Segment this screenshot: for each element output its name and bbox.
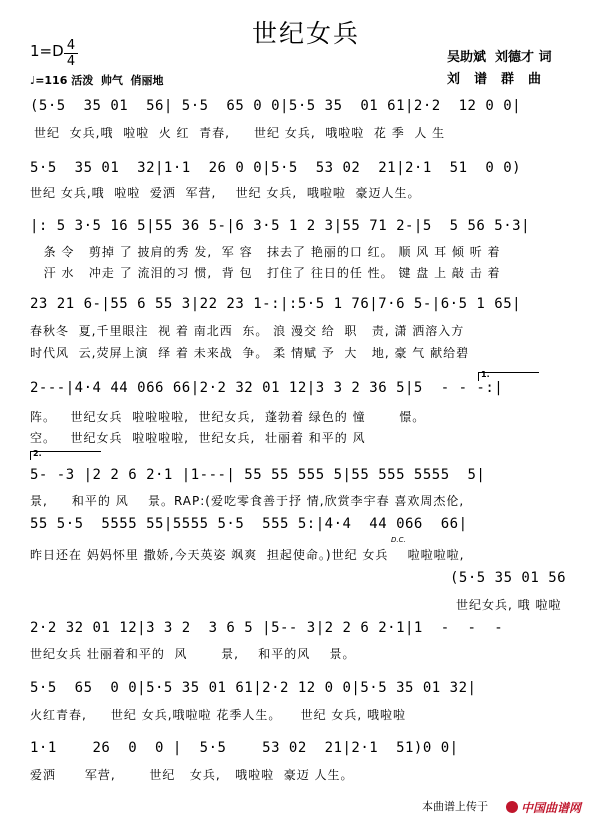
lyricist-credit: 吴助斌 刘德才 词	[447, 50, 552, 65]
time-signature-top: 4	[66, 38, 76, 53]
lyric-row: 汗 水 冲走 了 流泪的习 惯, 背 包 打住了 往日的任 性。 键 盘 上 敲 击 着	[34, 266, 501, 280]
lyric-row: 阵。 世纪女兵 啦啦啦啦, 世纪女兵, 蓬勃着 绿色的 憧 憬。	[30, 410, 426, 424]
lyric-row: 时代风 云,荧屏上演 绎 着 未来战 争。 柔 情赋 予 大 地, 豪 气 献给碧	[30, 346, 470, 360]
notation-row: 2·2 32 01 12|3 3 2 3 6 5 |5-- 3|2 2 6 2·1|1 - - -	[30, 620, 504, 636]
song-title: 世纪女兵	[251, 19, 360, 48]
lyric-row: 世纪 女兵,哦 啦啦 火 红 青春, 世纪 女兵, 哦啦啦 花 季 人 生	[34, 126, 446, 140]
ending-2-label: 2.	[33, 449, 42, 458]
tempo-marking: ♩=116 活泼 帅气 俏丽地	[30, 74, 164, 87]
lyric-row: 世纪女兵 壮丽着和平的 风 景, 和平的风 景。	[30, 647, 356, 661]
notation-row: 5·5 35 01 32|1·1 26 0 0|5·5 53 02 21|2·1 51 0 0)	[30, 160, 522, 176]
logo-text: 中国曲谱网	[521, 801, 582, 815]
notation-row: |: 5 3·5 16 5|55 36 5-|6 3·5 1 2 3|55 71 2-|5 5 56 5·3|	[30, 218, 531, 234]
lyric-row: 昨日还在 妈妈怀里 撒娇,今天英姿 飒爽 担起使命。)世纪 女兵 啦啦啦啦,	[30, 548, 465, 562]
logo-mark-icon	[506, 801, 518, 813]
notation-row: 5- -3 |2 2 6 2·1 |1---| 55 55 555 5|55 555 5555 5|	[30, 467, 486, 483]
composer-credit: 刘谱群曲	[447, 72, 556, 87]
lyric-row: 条 令 剪掉 了 披肩的秀 发, 军 容 抹去了 艳丽的口 红。 顺 风 耳 倾 听 着	[34, 245, 501, 259]
notation-row: 2---|4·4 44 066 66|2·2 32 01 12|3 3 2 36 5|5 - - -:|	[30, 380, 504, 396]
lyric-row: 景, 和平的 风 景。RAP:(爱吃零食善于抒 情,欣赏李宇春 喜欢周杰伦,	[30, 494, 465, 508]
lyric-row: 火红青春, 世纪 女兵,哦啦啦 花季人生。 世纪 女兵, 哦啦啦	[30, 708, 407, 722]
notation-row: 23 21 6-|55 6 55 3|22 23 1-:|:5·5 1 76|7·6 5-|6·5 1 65|	[30, 296, 522, 312]
lyric-row: 世纪女兵, 哦 啦啦	[456, 598, 562, 612]
time-signature	[64, 38, 78, 69]
ending-1-label: 1.	[481, 370, 490, 379]
lyric-row: 世纪 女兵,哦 啦啦 爱洒 军营, 世纪 女兵, 哦啦啦 豪迈人生。	[30, 186, 421, 200]
dc-marker: D.C.	[391, 536, 406, 544]
notation-row: (5·5 35 01 56	[450, 570, 567, 586]
site-logo	[506, 799, 598, 815]
footer-text: 本曲谱上传于	[422, 800, 488, 813]
lyric-row: 爱洒 军营, 世纪 女兵, 哦啦啦 豪迈 人生。	[30, 768, 354, 782]
lyric-row: 春秋冬 夏,千里眼注 视 着 南北西 东。 浪 漫交 给 职 责, 潇 洒溶入方	[30, 324, 465, 338]
notation-row: (5·5 35 01 56| 5·5 65 0 0|5·5 35 01 61|2·2 12 0 0|	[30, 98, 522, 114]
time-signature-bottom: 4	[66, 54, 76, 69]
key-signature: 1=D	[30, 42, 64, 60]
notation-row: 1·1 26 0 0 | 5·5 53 02 21|2·1 51)0 0|	[30, 740, 459, 756]
notation-row: 55 5·5 5555 55|5555 5·5 555 5:|4·4 44 066 66|	[30, 516, 468, 532]
notation-row: 5·5 65 0 0|5·5 35 01 61|2·2 12 0 0|5·5 35 01 32|	[30, 680, 477, 696]
lyric-row: 空。 世纪女兵 啦啦啦啦, 世纪女兵, 壮丽着 和平的 风	[30, 431, 366, 445]
